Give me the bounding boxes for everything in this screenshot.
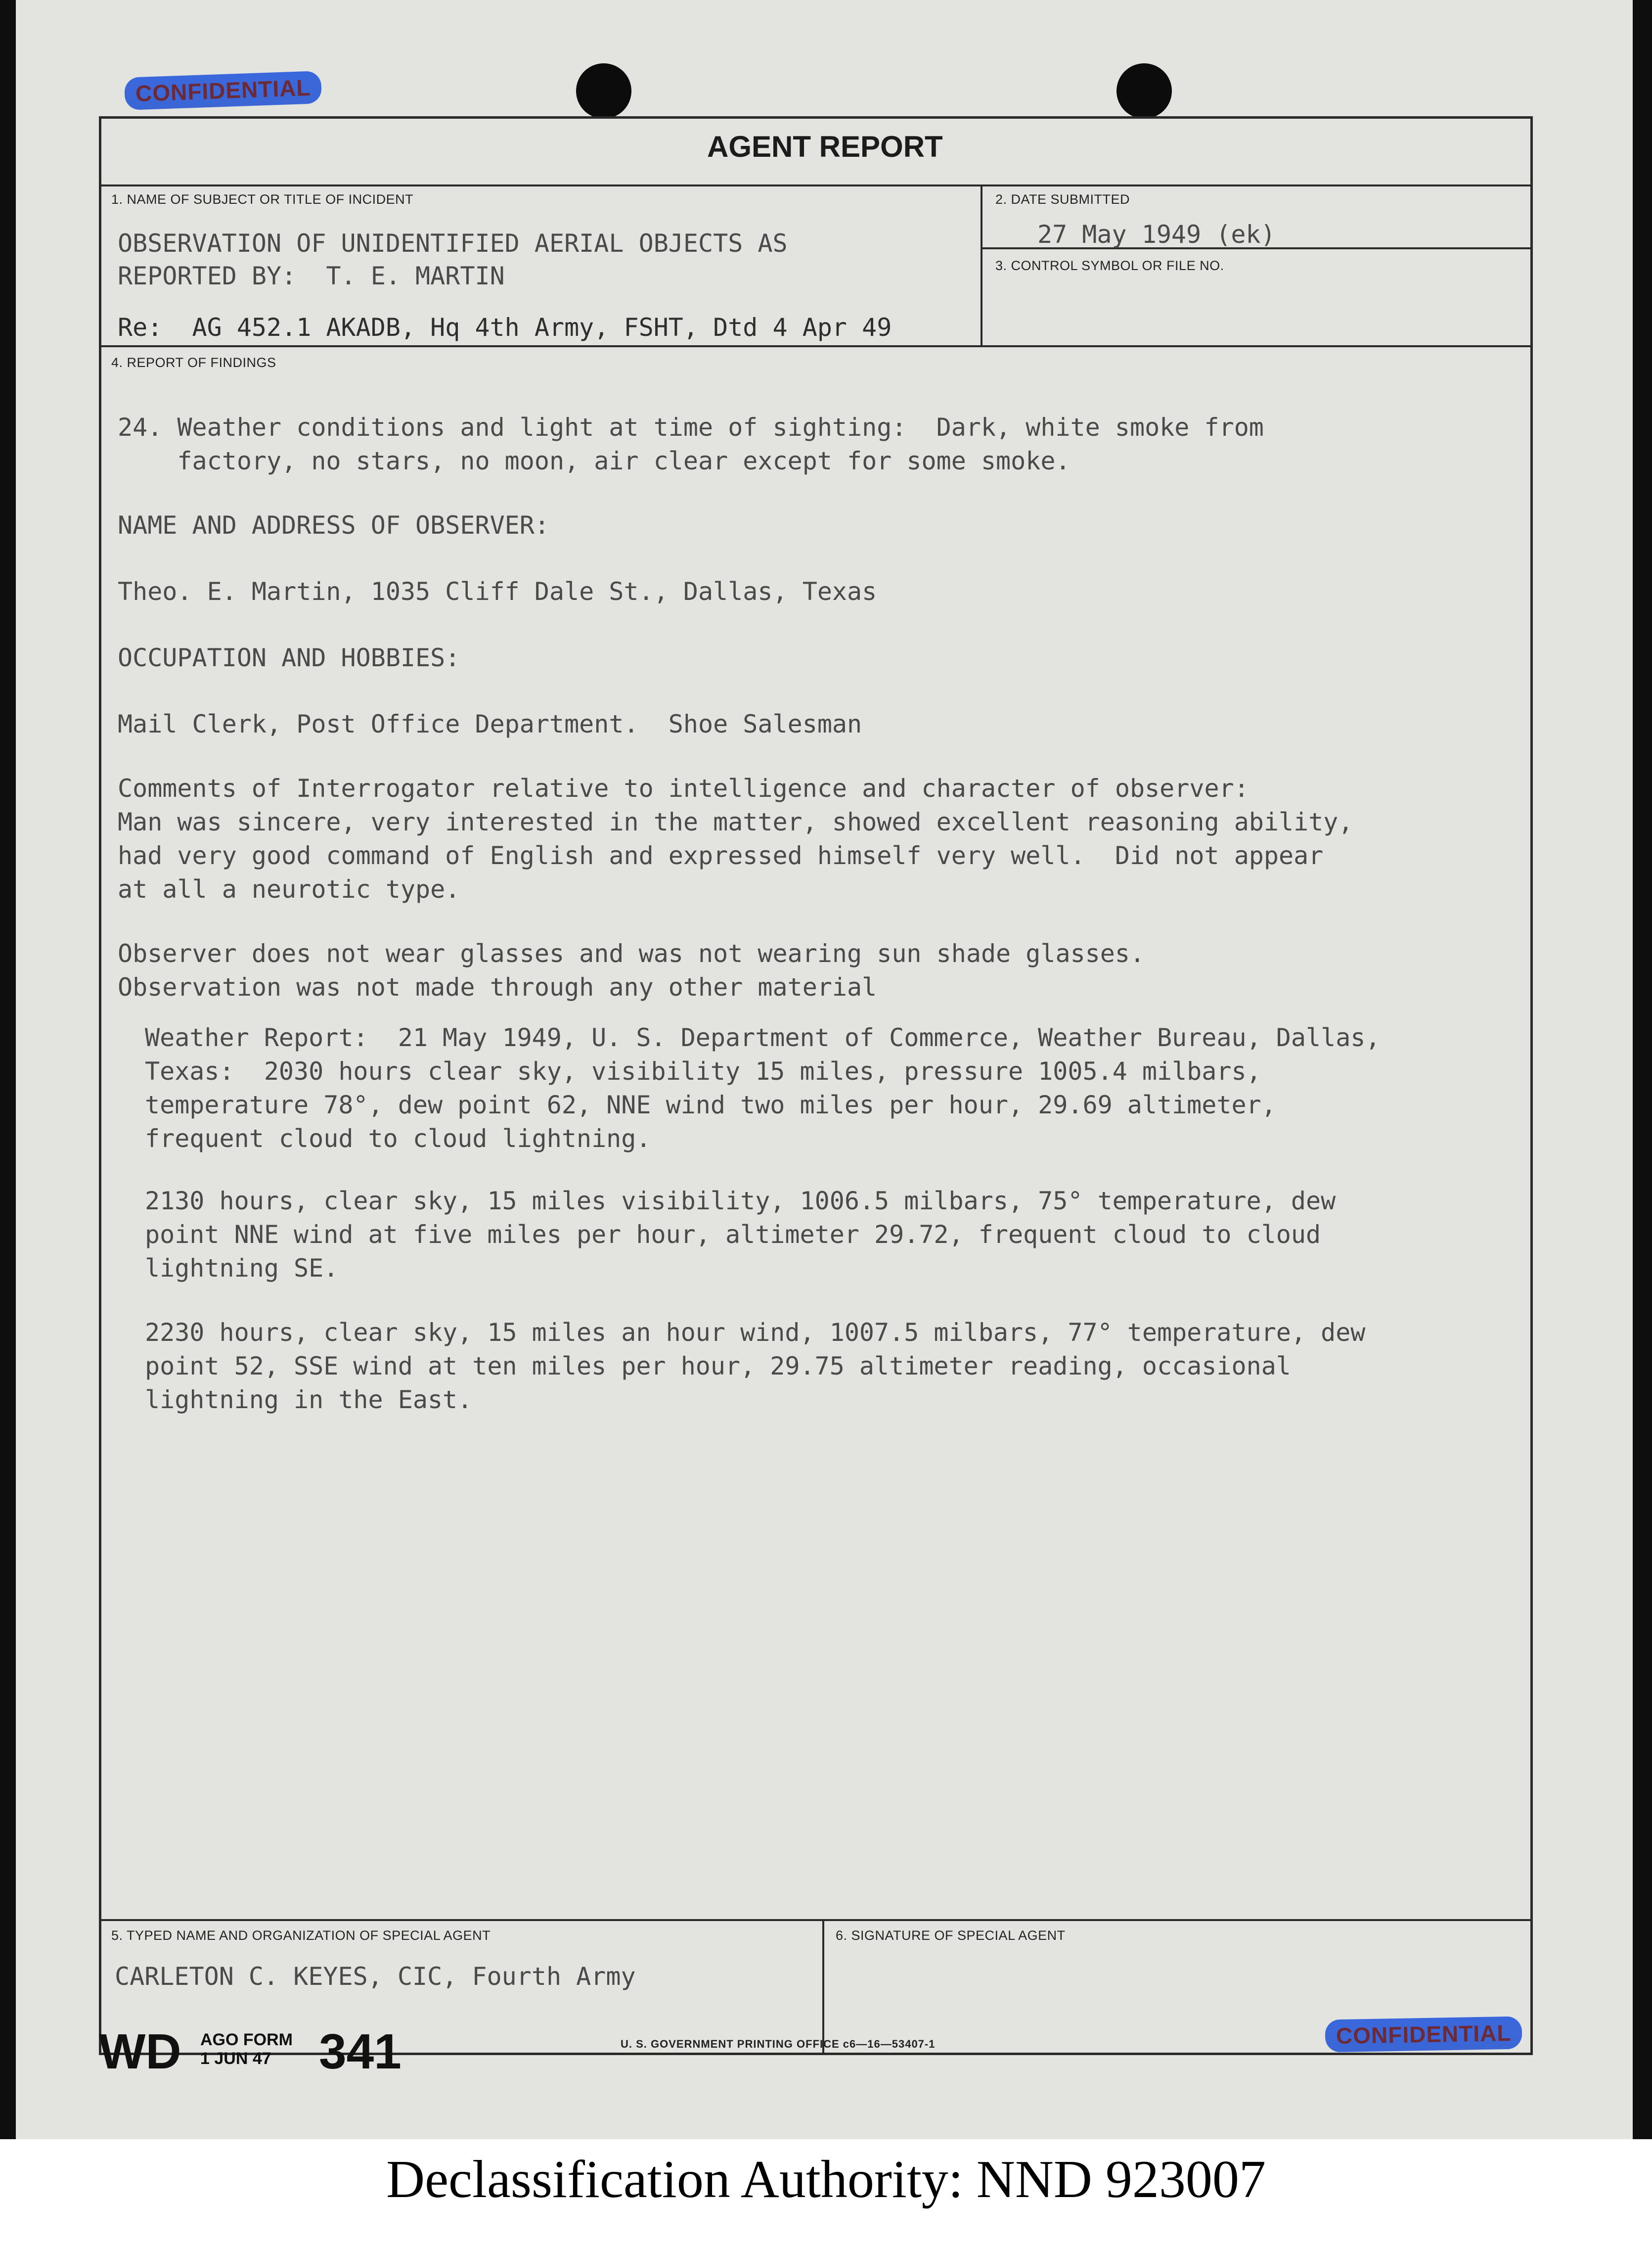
confidential-stamp-top: CONFIDENTIAL: [124, 71, 322, 110]
printing-office-line: U. S. GOVERNMENT PRINTING OFFICE c6—16—53407-1: [621, 2038, 936, 2050]
divider-header-bottom: [99, 345, 1533, 347]
weather-report-line-2: Texas: 2030 hours clear sky, visibility 15 miles, pressure 1005.4 milbars,: [145, 1057, 1261, 1086]
ago-form-line-2: 1 JUN 47: [200, 2049, 271, 2068]
form-series-wd: WD: [99, 2024, 181, 2079]
field-6-label: 6. SIGNATURE OF SPECIAL AGENT: [836, 1928, 1066, 1943]
weather-report-line-4: frequent cloud to cloud lightning.: [145, 1124, 651, 1153]
confidential-stamp-bottom: CONFIDENTIAL: [1325, 2017, 1522, 2053]
weather-2130-line-3: lightning SE.: [145, 1254, 339, 1283]
form-number: 341: [319, 2024, 402, 2079]
field-5-label: 5. TYPED NAME AND ORGANIZATION OF SPECIAL AGENT: [111, 1928, 491, 1943]
agent-name: CARLETON C. KEYES, CIC, Fourth Army: [115, 1962, 636, 1991]
item-24-line-1: 24. Weather conditions and light at time of sighting: Dark, white smoke from: [118, 413, 1264, 442]
divider-header-vertical: [981, 184, 982, 346]
subject-line-1: OBSERVATION OF UNIDENTIFIED AERIAL OBJECTS AS: [118, 229, 788, 258]
glasses-line-2: Observation was not made through any other material: [118, 973, 877, 1002]
weather-2230-line-3: lightning in the East.: [145, 1385, 473, 1414]
form-title: AGENT REPORT: [707, 130, 943, 163]
divider-signature-vertical: [822, 1919, 824, 2055]
weather-2230-line-1: 2230 hours, clear sky, 15 miles an hour wind, 1007.5 milbars, 77° temperature, dew: [145, 1318, 1366, 1347]
comments-line-4: at all a neurotic type.: [118, 875, 460, 904]
glasses-line-1: Observer does not wear glasses and was not wearing sun shade glasses.: [118, 939, 1145, 968]
divider-title: [99, 184, 1533, 186]
occupation-heading: OCCUPATION AND HOBBIES:: [118, 643, 460, 672]
field-4-label: 4. REPORT OF FINDINGS: [111, 355, 276, 370]
divider-signature-top: [99, 1919, 1533, 1921]
ago-form-label: [200, 2030, 293, 2068]
reference-line: Re: AG 452.1 AKADB, Hq 4th Army, FSHT, Dtd 4 Apr 49: [118, 313, 892, 342]
comments-line-2: Man was sincere, very interested in the matter, showed excellent reasoning ability,: [118, 808, 1353, 836]
date-submitted: 27 May 1949 (ek): [1037, 220, 1276, 249]
observer-value: Theo. E. Martin, 1035 Cliff Dale St., Dallas, Texas: [118, 577, 877, 606]
occupation-value: Mail Clerk, Post Office Department. Shoe Salesman: [118, 710, 862, 738]
punch-hole-right: [1116, 63, 1172, 119]
weather-2130-line-1: 2130 hours, clear sky, 15 miles visibility, 1006.5 milbars, 75° temperature, dew: [145, 1187, 1336, 1215]
weather-report-line-3: temperature 78°, dew point 62, NNE wind two miles per hour, 29.69 altimeter,: [145, 1091, 1276, 1119]
subject-line-2: REPORTED BY: T. E. MARTIN: [118, 262, 505, 290]
weather-2230-line-2: point 52, SSE wind at ten miles per hour, 29.75 altimeter reading, occasional: [145, 1352, 1291, 1380]
field-1-label: 1. NAME OF SUBJECT OR TITLE OF INCIDENT: [111, 192, 414, 207]
weather-report-line-1: Weather Report: 21 May 1949, U. S. Department of Commerce, Weather Bureau, Dallas,: [145, 1023, 1381, 1052]
item-24-line-2: factory, no stars, no moon, air clear except for some smoke.: [118, 447, 1071, 475]
declassification-authority: Declassification Authority: NND 923007: [386, 2150, 1266, 2209]
comments-line-3: had very good command of English and expressed himself very well. Did not appear: [118, 841, 1324, 870]
field-2-label: 2. DATE SUBMITTED: [995, 192, 1130, 207]
ago-form-line-1: AGO FORM: [200, 2030, 293, 2049]
observer-heading: NAME AND ADDRESS OF OBSERVER:: [118, 511, 549, 540]
field-3-label: 3. CONTROL SYMBOL OR FILE NO.: [995, 258, 1224, 273]
punch-hole-left: [576, 63, 631, 119]
weather-2130-line-2: point NNE wind at five miles per hour, altimeter 29.72, frequent cloud to cloud: [145, 1220, 1321, 1249]
comments-line-1: Comments of Interrogator relative to intelligence and character of observer:: [118, 774, 1249, 803]
